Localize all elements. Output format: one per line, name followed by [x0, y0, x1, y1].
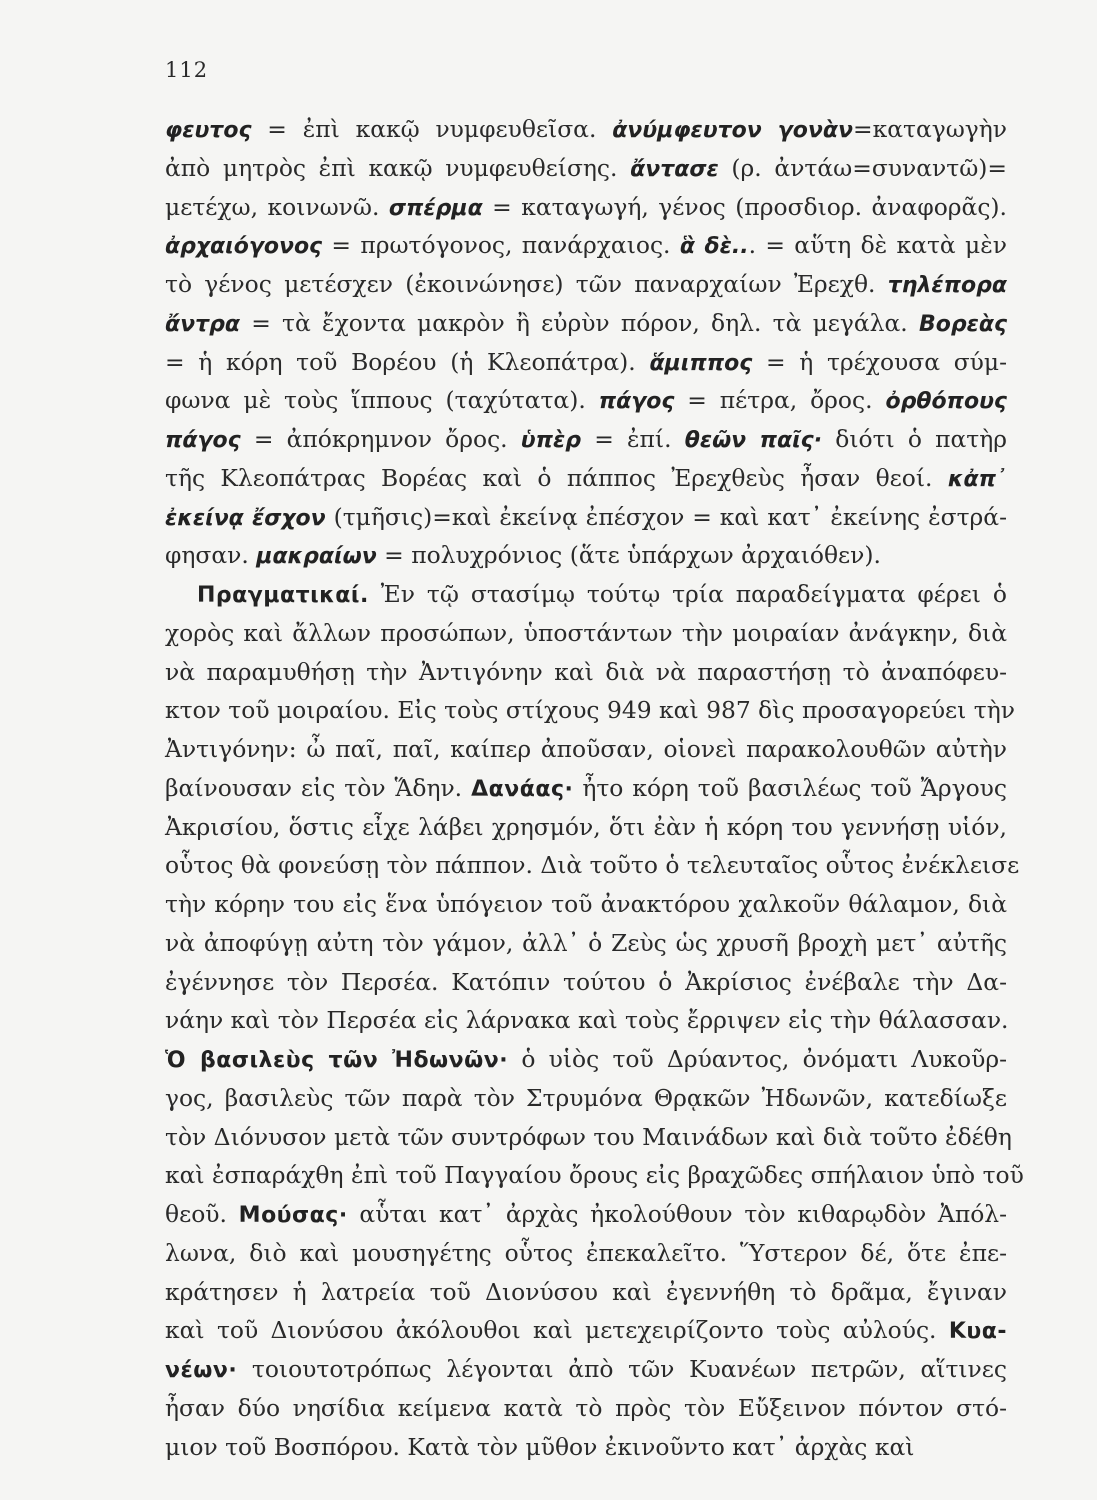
text-line: [165, 1350, 1007, 1389]
text-line: [165, 1118, 1012, 1157]
text-segment: = ἡ τρέχουσα σύμ-: [752, 347, 1007, 376]
text-line: [165, 924, 1007, 963]
page-number: 112: [165, 58, 209, 82]
text-line: [165, 304, 1007, 343]
bold-lemma: πάγος: [598, 389, 675, 415]
text-segment: τὴν κόρην του εἰς ἕνα ὑπόγειον τοῦ ἀνακτόρου χαλκοῦν θάλαμον, διὰ: [165, 890, 1007, 918]
bold-lemma: πάγος: [165, 428, 241, 453]
text-segment: κτον τοῦ μοιραίου. Εἰς τοὺς στίχους 949 καὶ 987 δὶς προσαγορεύει τὴν: [165, 696, 1015, 725]
text-segment: φωνα μὲ τοὺς ἵππους (ταχύτατα).: [165, 386, 599, 415]
text-segment: καὶ ἐσπαράχθη ἐπὶ τοῦ Παγγαίου ὄρους εἰς βραχῶδες σπήλαιον ὑπὸ τοῦ: [165, 1161, 1024, 1190]
text-line: [165, 110, 1007, 149]
text-segment: (ρ. ἀντάω=συναντῶ)=: [718, 153, 1007, 182]
text-segment: (τμῆσις)=καὶ ἐκείνᾳ ἐπέσχον = καὶ κατ᾿ ἐκείνης ἐστρά-: [325, 502, 1007, 531]
text-line: [165, 885, 1007, 924]
text-segment: = ἐπί.: [581, 425, 685, 453]
bold-lemma: κἀπ᾿: [947, 466, 1007, 492]
text-segment: θεοῦ.: [165, 1200, 239, 1228]
text-line: [165, 730, 1007, 769]
text-segment: Ἀκρισίου, ὅστις εἶχε λάβει χρησμόν, ὅτι ἐὰν ἡ κόρη του γεννήσῃ υἱόν,: [165, 812, 1007, 841]
text-segment: ἦσαν δύο νησίδια κείμενα κατὰ τὸ πρὸς τὸν Εὔξεινον πόντον στό-: [165, 1393, 1007, 1422]
text-segment: Ἐν τῷ στασίμῳ τούτῳ τρία παραδείγματα φέρει ὁ: [368, 580, 1007, 608]
text-line: [165, 149, 1007, 188]
bold-lemma: ἄντασε: [630, 156, 719, 182]
text-line: [165, 1273, 1007, 1312]
text-segment: βαίνουσαν εἰς τὸν Ἅδην.: [165, 773, 472, 802]
text-line: [165, 846, 1020, 885]
text-line: [165, 265, 1007, 304]
bold-heading: Δανάας·: [471, 776, 574, 802]
text-line: [165, 575, 1007, 614]
text-segment: γος, βασιλεὺς τῶν παρὰ τὸν Στρυμόνα Θρᾳκῶν Ἠδωνῶν, κατεδίωξε: [165, 1083, 1007, 1112]
text-segment: τὸ γένος μετέσχεν (ἐκοινώνησε) τῶν παναρχαίων Ἐρεχθ.: [165, 270, 888, 298]
text-line: [165, 1311, 1007, 1350]
bold-lemma: μακραίων: [256, 544, 377, 570]
bold-lemma: ὀρθόπους: [885, 389, 1007, 415]
text-segment: = καταγωγή, γένος (προσδιορ. ἀναφορᾶς).: [482, 192, 1007, 221]
text-segment: . = αὕτη δὲ κατὰ μὲν: [748, 231, 1007, 260]
text-segment: οὗτος θὰ φονεύσῃ τὸν πάππον. Διὰ τοῦτο ὁ τελευταῖος οὗτος ἐνέκλεισε: [165, 851, 1020, 880]
text-line: [165, 420, 1007, 459]
text-line: [165, 226, 1007, 265]
text-segment: = πρωτόγονος, πανάρχαιος.: [322, 231, 680, 260]
text-segment: = ἐπὶ κακῷ νυμφευθεῖσα.: [251, 115, 613, 143]
text-segment: ἐγέννησε τὸν Περσέα. Κατόπιν τούτου ὁ Ἀκρίσιος ἐνέβαλε τὴν Δα-: [165, 967, 1007, 996]
bold-lemma: Βορεὰς: [918, 311, 1007, 337]
text-line: [165, 963, 1007, 1002]
bold-lemma: ἐκείνᾳ ἔσχον: [165, 505, 326, 531]
text-segment: νάην καὶ τὸν Περσέα εἰς λάρνακα καὶ τοὺς ἔρριψεν εἰς τὴν θάλασσαν.: [165, 1006, 1009, 1035]
text-line: [165, 536, 1007, 575]
bold-heading: Μούσας·: [238, 1203, 348, 1228]
text-line: [165, 769, 1007, 808]
text-segment: κράτησεν ἡ λατρεία τοῦ Διονύσου καὶ ἐγεννήθη τὸ δρᾶμα, ἔγιναν: [165, 1277, 1007, 1306]
bold-lemma: τηλέπορα: [887, 273, 1007, 298]
bold-lemma: φευτος: [165, 118, 252, 143]
text-segment: μιον τοῦ Βοσπόρου. Κατὰ τὸν μῦθον ἐκινοῦντο κατ᾿ ἀρχὰς καὶ: [165, 1432, 915, 1461]
text-segment: λωνα, διὸ καὶ μουσηγέτης οὗτος ἐπεκαλεῖτο. Ὕστερον δέ, ὅτε ἐπε-: [165, 1238, 1007, 1267]
text-segment: νὰ παραμυθήσῃ τὴν Ἀντιγόνην καὶ διὰ νὰ παραστήσῃ τὸ ἀναπόφευ-: [165, 657, 1007, 686]
text-line: [165, 459, 1007, 498]
text-segment: =καταγωγὴν: [852, 115, 1007, 143]
text-segment: ὁ υἱὸς τοῦ Δρύαντος, ὀνόματι Λυκοῦρ-: [508, 1045, 1007, 1073]
text-segment: = ἀπόκρημνον ὄρος.: [240, 425, 521, 453]
text-segment: καὶ τοῦ Διονύσου ἀκόλουθοι καὶ μετεχειρίζοντο τοὺς αὐλούς.: [165, 1316, 949, 1345]
bold-lemma: ἀρχαιόγονος: [165, 234, 323, 260]
text-line: [165, 614, 1007, 653]
bold-heading: Κυα-: [948, 1319, 1007, 1345]
bold-lemma: ἃ δὲ..: [679, 234, 749, 260]
text-line: [165, 1040, 1007, 1079]
text-line: [165, 343, 1007, 382]
text-segment: ἀπὸ μητρὸς ἐπὶ κακῷ νυμφευθείσης.: [165, 153, 631, 182]
bold-lemma: ἀνύμφευτον γονὰν: [612, 118, 853, 143]
bold-lemma: ἄντρα: [165, 311, 241, 337]
text-segment: Ἀντιγόνην: ὦ παῖ, παῖ, καίπερ ἀποῦσαν, οἱονεὶ παρακολουθῶν αὐτὴν: [165, 735, 1007, 763]
text-line: [165, 1389, 1007, 1428]
page-body-text: [165, 110, 1024, 1466]
text-line: [165, 1195, 1007, 1234]
text-segment: = ἡ κόρη τοῦ Βορέου (ἡ Κλεοπάτρα).: [165, 347, 650, 376]
text-line: [165, 653, 1007, 692]
text-line: [165, 1428, 1007, 1467]
bold-lemma: σπέρμα: [388, 195, 483, 221]
text-line: [165, 691, 1015, 730]
text-segment: ἦτο κόρη τοῦ βασιλέως τοῦ Ἄργους: [573, 773, 1007, 802]
text-segment: μετέχω, κοινωνῶ.: [165, 192, 389, 221]
text-segment: χορὸς καὶ ἄλλων προσώπων, ὑποστάντων τὴν μοιραίαν ἀνάγκην, διὰ: [165, 618, 1007, 647]
bold-lemma: ἅμιππος: [649, 350, 753, 376]
text-segment: τῆς Κλεοπάτρας Βορέας καὶ ὁ πάππος Ἐρεχθεὺς ἦσαν θεοί.: [165, 463, 948, 492]
bold-lemma: θεῶν παῖς·: [684, 428, 823, 453]
text-segment: = πέτρα, ὄρος.: [674, 386, 886, 415]
text-line: [165, 808, 1007, 847]
bold-lemma: ὑπὲρ: [520, 428, 582, 453]
text-line: [165, 1079, 1007, 1118]
text-segment: τοιουτοτρόπως λέγονται ἀπὸ τῶν Κυανέων πετρῶν, αἵτινες: [237, 1355, 1007, 1383]
text-line: [165, 381, 1007, 420]
bold-heading: Πραγματικαί.: [197, 583, 369, 608]
text-segment: = τὰ ἔχοντα μακρὸν ἢ εὐρὺν πόρον, δηλ. τὰ μεγάλα.: [240, 308, 919, 337]
text-segment: νὰ ἀποφύγῃ αὐτη τὸν γάμον, ἀλλ᾿ ὁ Ζεὺς ὡς χρυσῆ βροχὴ μετ᾿ αὐτῆς: [165, 928, 1007, 957]
bold-heading: νέων·: [165, 1358, 238, 1383]
text-segment: φησαν.: [165, 541, 257, 570]
text-line: [165, 1001, 1007, 1040]
text-line: [165, 1234, 1007, 1273]
text-segment: = πολυχρόνιος (ἅτε ὑπάρχων ἀρχαιόθεν).: [376, 541, 881, 570]
text-segment: αὗται κατ᾿ ἀρχὰς ἠκολούθουν τὸν κιθαρῳδὸν Ἀπόλ-: [347, 1200, 1007, 1228]
text-segment: διότι ὁ πατὴρ: [822, 425, 1007, 453]
bold-heading: Ὁ βασιλεὺς τῶν Ἠδωνῶν·: [165, 1048, 509, 1073]
text-line: [165, 188, 1007, 227]
text-line: [165, 1156, 1024, 1195]
text-segment: τὸν Διόνυσον μετὰ τῶν συντρόφων του Μαινάδων καὶ διὰ τοῦτο ἐδέθη: [165, 1122, 1012, 1151]
text-line: [165, 498, 1007, 537]
